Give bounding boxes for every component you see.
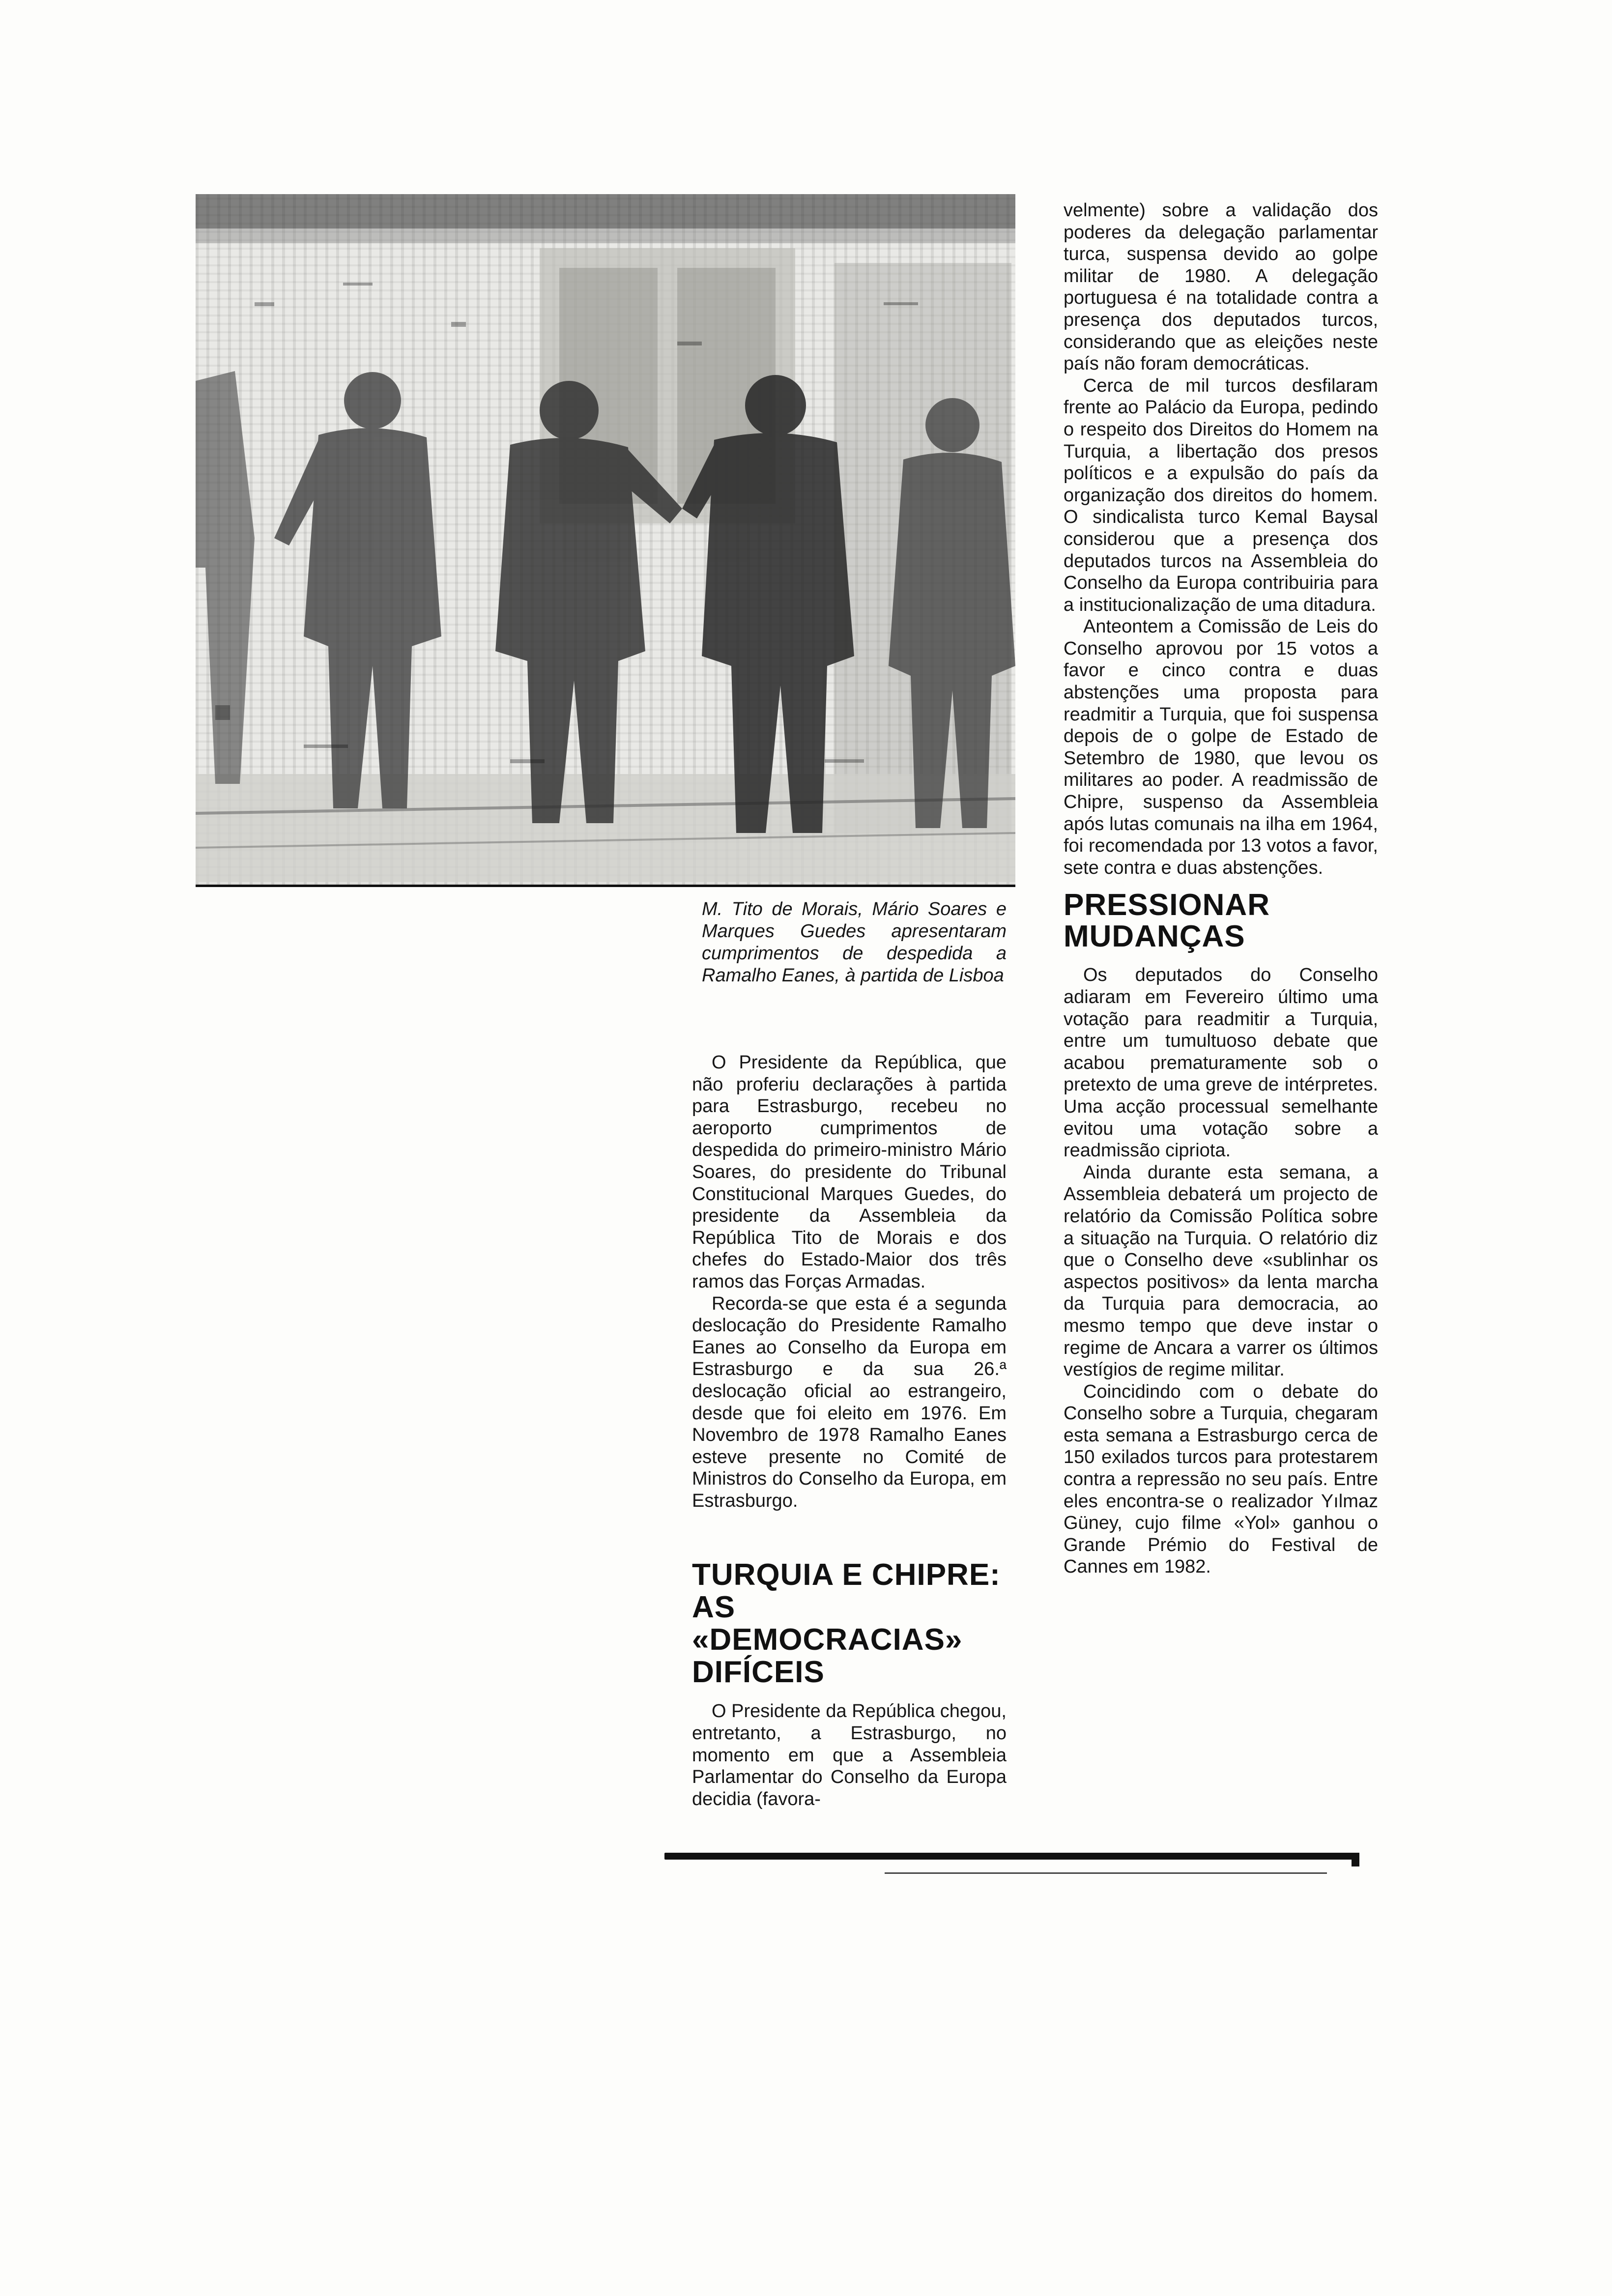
article-paragraph: O Presidente da República, que não proferiu declarações à partida para Estrasburgo, recebeu no aeroporto cumprimentos de despedida do primeiro-ministro Mário Soares, do presidente do Tribunal Constitucional Marques Guedes, do presidente da Assembleia da República Tito de Morais e dos chefes do Estado-Maior dos três ramos das Forças Armadas. (692, 1052, 1007, 1292)
photo-caption (702, 898, 1007, 987)
article-paragraph: O Presidente da República chegou, entretanto, a Estrasburgo, no momento em que a Assembleia Parlamentar do Conselho da Europa decidia (favora- (692, 1701, 1007, 1809)
headline-line: MUDANÇAS (1064, 919, 1245, 954)
news-photo (196, 194, 1015, 887)
article-paragraph: Os deputados do Conselho adiaram em Fevereiro último uma votação para readmitir a Turquia, entre um tumultuoso debate que acabou prematuramente sob o pretexto de uma greve de intérpretes. Uma acção processual semelhante evitou uma votação sobre a readmissão cipriota. (1064, 965, 1378, 1161)
spacer (1064, 952, 1378, 964)
headline-turquia-chipre (692, 1559, 1007, 1689)
spacer (692, 1512, 1007, 1559)
article-paragraph: Recorda-se que esta é a segunda deslocação do Presidente Ramalho Eanes ao Conselho da Europa em Estrasburgo e da sua 26.ª deslocação oficial ao estrangeiro, desde que foi eleito em 1976. Em Novembro de 1978 Ramalho Eanes esteve presente no Comité de Ministros do Conselho da Europa, em Estrasburgo. (692, 1293, 1007, 1511)
left-column (692, 1052, 1007, 1810)
headline-line: TURQUIA E CHIPRE: (692, 1558, 1001, 1592)
article-paragraph: Anteontem a Comissão de Leis do Conselho aprovou por 15 votos a favor e cinco contra e duas abstenções uma proposta para readmitir a Turquia, que foi suspensa depois de o golpe de Estado de Setembro de 1980, que levou os militares ao poder. A readmissão de Chipre, suspenso da Assembleia após lutas comunais na ilha em 1964, foi recomendada por 13 votos a favor, sete contra e duas abstenções. (1064, 616, 1378, 878)
photo-caption-text: M. Tito de Morais, Mário Soares e Marques Guedes apresentaram cumprimentos de despedida a Ramalho Eanes, à partida de Lisboa (702, 899, 1007, 986)
bottom-rule-end (1352, 1853, 1359, 1866)
spacer (692, 1689, 1007, 1700)
headline-line: PRESSIONAR (1064, 888, 1270, 922)
headline-line: AS «DEMOCRACIAS» (692, 1590, 963, 1657)
right-column (1064, 200, 1378, 1578)
article-paragraph: Cerca de mil turcos desfilaram frente ao Palácio da Europa, pedindo o respeito dos Direitos do Homem na Turquia, a libertação dos presos políticos e a expulsão do país da organização dos direitos do homem. O sindicalista turco Kemal Baysal considerou que a presença dos deputados turcos na Assembleia do Conselho da Europa contribuiria para a institucionalização de uma ditadura. (1064, 375, 1378, 615)
headline-line: DIFÍCEIS (692, 1655, 825, 1690)
photo-icon (196, 194, 1015, 882)
article-paragraph: Coincidindo com o debate do Conselho sobre a Turquia, chegaram esta semana a Estrasburgo cerca de 150 exilados turcos para protestarem contra a repressão no seu país. Entre eles encontra-se o realizador Yılmaz Güney, cujo filme «Yol» ganhou o Grande Prémio do Festival de Cannes em 1982. (1064, 1381, 1378, 1578)
article-paragraph: Ainda durante esta semana, a Assembleia debaterá um projecto de relatório da Comissão Política sobre a situação na Turquia. O relatório diz que o Conselho deve «sublinhar os aspectos positivos» da lenta marcha da Turquia para democracia, ao mesmo tempo que deve instar o regime de Ancara a varrer os últimos vestígios de regime militar. (1064, 1162, 1378, 1380)
headline-pressionar-mudancas (1064, 890, 1378, 952)
bottom-rule-thick (664, 1853, 1358, 1860)
article-paragraph: velmente) sobre a validação dos poderes da delegação parlamentar turca, suspensa devido ao golpe militar de 1980. A delegação portuguesa é na totalidade contra a presença dos deputados turcos, considerando que as eleições neste país não foram democráticas. (1064, 200, 1378, 374)
bottom-rule-thin (885, 1872, 1327, 1874)
